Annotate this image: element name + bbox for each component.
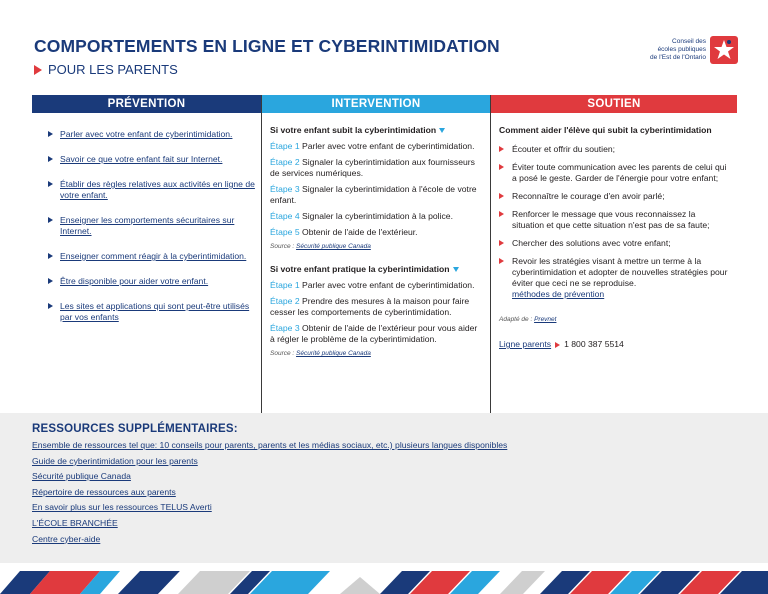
prevention-link[interactable]: Établir des règles relatives aux activités en ligne de votre enfant. (60, 179, 255, 200)
triangle-right-icon (48, 181, 53, 187)
step-item (270, 227, 482, 238)
source-note (270, 348, 482, 359)
list-item-text: Revoir les stratégies visant à mettre un terme à la cyberintimidation et adopter de nouvelles stratégies pour éviter que ceci ne se reproduise. (512, 256, 728, 288)
triangle-right-icon (555, 342, 560, 348)
parent-line-phone: 1 800 387 5514 (564, 339, 624, 349)
list-item[interactable] (48, 179, 257, 201)
step-label: Étape 3 (270, 184, 300, 194)
list-item-text: Chercher des solutions avec votre enfant; (512, 238, 671, 248)
intervention-body (262, 113, 490, 359)
list-item[interactable] (48, 154, 257, 165)
source-label: Source : (270, 243, 295, 250)
resource-link[interactable]: L'ÉCOLE BRANCHÉE (32, 517, 118, 528)
source-label: Source : (270, 350, 295, 357)
list-item-text: Éviter toute communication avec les parents de celui qui a posé le geste. Garder de l'énergie pour votre enfant; (512, 162, 727, 183)
list-item (499, 238, 729, 249)
triangle-down-icon (453, 267, 459, 272)
list-item[interactable] (48, 276, 257, 287)
resource-link[interactable]: Répertoire de ressources aux parents (32, 486, 176, 497)
step-item (270, 211, 482, 222)
list-item[interactable] (48, 215, 257, 237)
triangle-right-icon (48, 217, 53, 223)
source-note (270, 241, 482, 252)
prevention-link[interactable]: Être disponible pour aider votre enfant. (60, 276, 209, 286)
document-header (34, 36, 500, 77)
prevention-link[interactable]: Enseigner comment réagir à la cyberintimidation. (60, 251, 247, 261)
prevention-list (32, 113, 261, 323)
prevention-methods-link[interactable]: méthodes de prévention (512, 289, 605, 299)
resource-link[interactable]: Ensemble de ressources tel que: 10 conseils pour parents, parents et les médias sociaux, etc.) plusieurs langues disponibles (32, 440, 508, 450)
step-text: Signaler la cyberintimidation aux fournisseurs de services numériques. (270, 157, 475, 178)
step-label: Étape 3 (270, 323, 300, 333)
list-item (499, 191, 729, 202)
list-item (499, 209, 729, 231)
triangle-right-icon (499, 240, 504, 246)
list-item-text: Reconnaître le courage d'en avoir parlé; (512, 191, 665, 201)
prevention-column (32, 95, 261, 413)
triangle-right-icon (48, 303, 53, 309)
step-item (270, 184, 482, 206)
step-text: Signaler la cyberintimidation à la police. (302, 211, 453, 221)
step-text: Signaler la cyberintimidation à l'école de votre enfant. (270, 184, 477, 205)
step-text: Obtenir de l'aide de l'extérieur. (302, 227, 418, 237)
resource-link[interactable]: Sécurité publique Canada (32, 471, 131, 482)
resource-link[interactable]: En savoir plus sur les ressources TELUS Averti (32, 502, 212, 513)
resources-section (0, 413, 768, 563)
soutien-body (491, 113, 737, 350)
list-item (499, 144, 729, 155)
adapted-from-note (499, 314, 729, 325)
section-title-text: Si votre enfant subit la cyberintimidation (270, 125, 437, 135)
prevention-link[interactable]: Savoir ce que votre enfant fait sur Internet. (60, 154, 223, 164)
triangle-right-icon (48, 278, 53, 284)
resource-link[interactable]: Guide de cyberintimidation pour les parents (32, 455, 198, 466)
logo-line-1: Conseil des (672, 38, 706, 45)
step-text: Parler avec votre enfant de cyberintimidation. (302, 141, 475, 151)
source-link[interactable]: Sécurité publique Canada (296, 350, 371, 357)
resources-title: RESSOURCES SUPPLÉMENTAIRES: (32, 423, 238, 435)
step-text: Obtenir de l'aide de l'extérieur pour vous aider à régler le problème de la cyberintimidation. (270, 323, 478, 344)
soutien-column (491, 95, 737, 413)
parent-hotline (499, 339, 729, 350)
triangle-right-icon (48, 156, 53, 162)
intervention-heading: INTERVENTION (262, 95, 490, 113)
star-runner-icon (710, 36, 738, 64)
step-label: Étape 2 (270, 157, 300, 167)
intervention-column (261, 95, 491, 413)
step-item (270, 157, 482, 179)
prevention-link[interactable]: Parler avec votre enfant de cyberintimidation. (60, 129, 233, 139)
triangle-down-icon (439, 128, 445, 133)
adapt-label: Adapté de : (499, 316, 533, 323)
triangle-right-icon (499, 146, 504, 152)
soutien-heading: SOUTIEN (491, 95, 737, 113)
list-item-text: Écouter et offrir du soutien; (512, 144, 616, 154)
page-title: COMPORTEMENTS EN LIGNE ET CYBERINTIMIDATION (34, 36, 500, 56)
three-column-panel (32, 95, 737, 413)
step-label: Étape 4 (270, 211, 300, 221)
organization-logo (636, 36, 738, 64)
source-link[interactable]: Sécurité publique Canada (296, 243, 371, 250)
logo-text (636, 38, 706, 62)
parent-line-link[interactable]: Ligne parents (499, 339, 552, 349)
step-item (270, 323, 482, 345)
soutien-list (499, 144, 729, 300)
step-item (270, 296, 482, 318)
section-title-text: Si votre enfant pratique la cyberintimidation (270, 264, 450, 274)
prevention-heading: PRÉVENTION (32, 95, 261, 113)
logo-line-2: écoles publiques (657, 46, 706, 53)
page-subtitle (34, 62, 500, 77)
step-text: Prendre des mesures à la maison pour faire cesser les comportements de cyberintimidation. (270, 296, 470, 317)
prevention-link[interactable]: Enseigner les comportements sécuritaires sur Internet. (60, 215, 235, 236)
list-item[interactable] (48, 301, 257, 323)
step-text: Parler avec votre enfant de cyberintimidation. (302, 280, 475, 290)
step-label: Étape 2 (270, 296, 300, 306)
list-item-text: Renforcer le message que vous reconnaissez la situation et que cette situation n'est pas de sa faute; (512, 209, 710, 230)
triangle-right-icon (48, 253, 53, 259)
list-item[interactable] (48, 251, 257, 262)
list-item[interactable] (48, 129, 257, 140)
intervention-section-2-title (270, 264, 482, 275)
resource-link[interactable]: Centre cyber-aide (32, 533, 101, 544)
logo-line-3: de l'Est de l'Ontario (650, 54, 706, 61)
step-item (270, 280, 482, 291)
step-label: Étape 1 (270, 141, 300, 151)
triangle-right-icon (499, 193, 504, 199)
list-item (499, 256, 729, 300)
intervention-section-1-title (270, 125, 482, 136)
subtitle-text: POUR LES PARENTS (48, 62, 178, 77)
triangle-right-icon (499, 211, 504, 217)
step-label: Étape 5 (270, 227, 300, 237)
triangle-right-icon (34, 65, 42, 75)
soutien-section-title: Comment aider l'élève qui subit la cyberintimidation (499, 125, 712, 135)
step-item (270, 141, 482, 152)
prevention-link[interactable]: Les sites et applications qui sont peut-être utilisés par vos enfants (60, 301, 250, 322)
triangle-right-icon (499, 164, 504, 170)
step-label: Étape 1 (270, 280, 300, 290)
prevnet-link[interactable]: Prevnet (534, 316, 557, 323)
triangle-right-icon (499, 258, 504, 264)
triangle-right-icon (48, 131, 53, 137)
list-item (499, 162, 729, 184)
decorative-triangle-band (0, 563, 768, 594)
